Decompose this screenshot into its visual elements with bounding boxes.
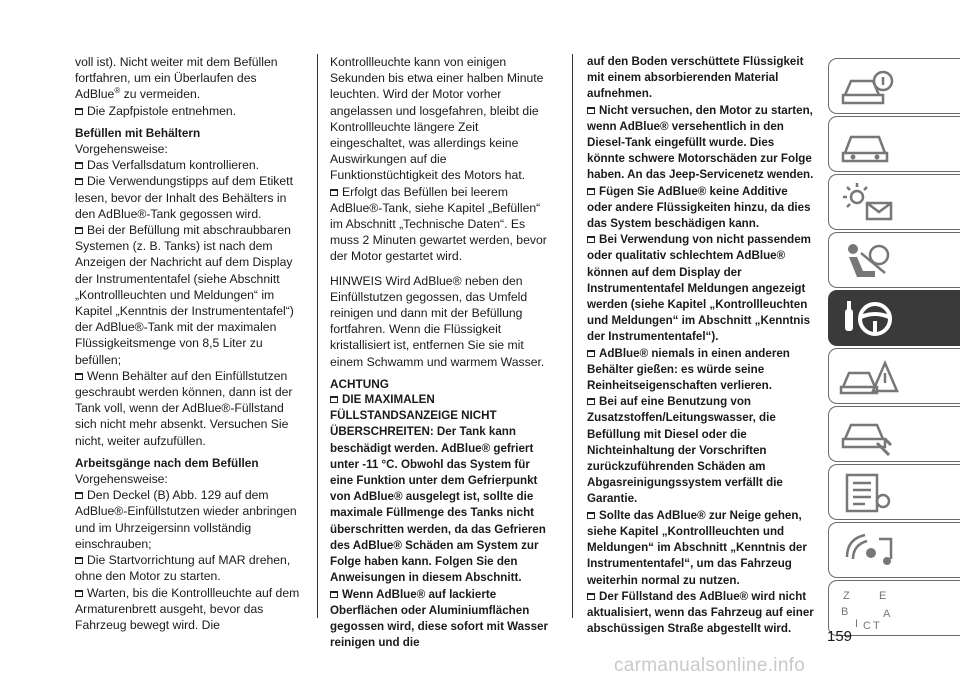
svg-text:C: C [863, 620, 871, 631]
warning-item: Wenn AdBlue® auf lackierte Oberflächen oder Aluminiumflächen gegossen wird, diese sofort mit Wasser reinigen und die [330, 587, 554, 652]
bullet-item: Den Deckel (B) Abb. 129 auf dem AdBlue®-Einfüllstutzen wieder anbringen und im Uhrzeigersinn vollständig einschrauben; [75, 487, 303, 552]
bullet-item: Die Verwendungstipps auf dem Etikett lesen, bevor der Inhalt des Behälters in den AdBlue®-Tank gegossen wird. [75, 173, 303, 222]
bullet-item: Wenn Behälter auf den Einfüllstutzen geschraubt werden können, dann ist der Tank voll, wenn der AdBlue®-Füllstand sich nicht mehr absenkt. Versuchen Sie nicht, weiter aufzufüllen. [75, 368, 303, 449]
bullet-item: Die Zapfpistole entnehmen. [75, 103, 303, 119]
column-divider [572, 54, 573, 618]
technical-data-icon [839, 471, 899, 515]
warning-item: DIE MAXIMALEN FÜLLSTANDSANZEIGE NICHT ÜBERSCHREITEN: Der Tank kann beschädigt werden. AdBlue® gefriert unter -11 °C. Obwohl das System für eine Funktion unter dem Gefrierpunkt von AdBlue® ausgelegt ist, sollte die maximale Füllmenge des Tanks nicht überschritten werden, da das Gefrieren des AdBlue® Schäden am System zur Folge haben kann. Folgen Sie den Anweisungen in diesem Abschnitt. [330, 392, 554, 586]
tab-emergency-triangle[interactable] [828, 348, 960, 404]
column-divider [317, 54, 318, 618]
warning-item: Fügen Sie AdBlue® keine Additive oder andere Flüssigkeiten hinzu, da dies das System beschädigen kann. [587, 184, 815, 233]
text-column-3 [587, 54, 815, 637]
warning-item: AdBlue® niemals in einen anderen Behälter gießen: es würde seine Reinheitseigenschaften verlieren. [587, 346, 815, 395]
bullet-item: Erfolgt das Befüllen bei leerem AdBlue®-Tank, siehe Kapitel „Befüllen“ im Abschnitt „Technische Daten“. Es muss 2 Minuten gewartet werden, bevor der Motor gestartet wird. [330, 184, 554, 265]
paragraph: voll ist). Nicht weiter mit dem Befüllen fortfahren, um ein Überlaufen des AdBlue® zu vermeiden. [75, 55, 278, 102]
paragraph: Kontrollleuchte kann von einigen Sekunden bis etwa einer halben Minute leuchten. Wird der Motor vorher angelassen und losgefahren, bleibt die Kontrollleuchte längere Zeit eingeschaltet, was allerdings keine Auswirkungen auf die Funktionstüchtigkeit des Motors hat. [330, 55, 544, 183]
car-dashboard-icon [839, 123, 899, 167]
warning-heading: ACHTUNG [330, 376, 389, 391]
text-column-2 [330, 54, 554, 651]
multimedia-icon [839, 529, 899, 573]
warning-continuation: auf den Boden verschüttete Flüssigkeit mit einem absorbierenden Material aufnehmen. [587, 55, 804, 101]
section-heading: Befüllen mit Behältern [75, 125, 201, 140]
tab-technical-data[interactable] [828, 464, 960, 520]
svg-text:B: B [841, 606, 849, 618]
page-number: 159 [827, 628, 853, 645]
svg-text:T: T [873, 620, 880, 631]
bullet-item: Das Verfallsdatum kontrollieren. [75, 157, 303, 173]
svg-text:A: A [883, 608, 891, 620]
warning-item: Nicht versuchen, den Motor zu starten, wenn AdBlue® versehentlich in den Diesel-Tank eingefüllt wurde. Dies könnte schwere Motorschäden zur Folge haben. An das Jeep-Servicenetz wenden. [587, 103, 815, 184]
paragraph: Vorgehensweise: [75, 472, 168, 487]
warning-item: Bei auf eine Benutzung von Zusatzstoffen/Leitungswasser, die Befüllung mit Diesel oder die Nichteinhaltung der Vorschriften zurückzuführenden Schäden am Abgasreinigungssystem verfällt die Garantie. [587, 394, 815, 507]
bullet-item: Warten, bis die Kontrollleuchte auf dem Armaturenbrett ausgeht, bevor das Fahrzeug bewegt wird. Die [75, 585, 303, 634]
section-heading: Arbeitsgänge nach dem Befüllen [75, 455, 259, 470]
seat-airbag-icon [839, 239, 899, 283]
tab-steering-key-active[interactable] [828, 290, 960, 346]
tab-warning-lights[interactable] [828, 174, 960, 230]
tab-multimedia[interactable] [828, 522, 960, 578]
warning-item: Sollte das AdBlue® zur Neige gehen, siehe Kapitel „Kontrollleuchten und Meldungen“ im Abschnitt „Kenntnis der Instrumententafel“, um das Fahrzeug weiterhin normal zu nutzen. [587, 508, 815, 589]
warning-lights-icon [839, 181, 899, 225]
bullet-item: Bei der Befüllung mit abschraubbaren Systemen (z. B. Tanks) ist nach dem Anzeigen der Nachricht auf dem Display der Instrumententafel (siehe Abschnitt „Kontrollleuchten und Meldungen“ im Kapitel „Kenntnis der Instrumententafel“) der AdBlue®-Tank mit der maximalen Flüssigkeitsmenge von 8,5 Liter zu befüllen; [75, 222, 303, 368]
warning-item: Der Füllstand des AdBlue® wird nicht aktualisiert, wenn das Fahrzeug auf einer abschüssigen Straße abgestellt wird. [587, 589, 815, 638]
emergency-triangle-icon [839, 355, 899, 399]
tab-maintenance-car[interactable] [828, 406, 960, 462]
text-column-1 [75, 54, 303, 633]
steering-key-icon [839, 297, 899, 341]
svg-text:E: E [879, 590, 887, 602]
svg-text:I: I [855, 618, 859, 630]
paragraph: Vorgehensweise: [75, 142, 168, 157]
index-letters-icon [839, 587, 899, 631]
watermark-text: carmanualsonline.info [614, 655, 806, 676]
car-info-icon [839, 65, 899, 109]
tab-car-dashboard[interactable] [828, 116, 960, 172]
note-paragraph: HINWEIS Wird AdBlue® neben den Einfüllstutzen gegossen, das Umfeld reinigen und dann mit der Befüllung fortfahren. Wenn die Flüssigkeit kristallisiert ist, entfernen Sie sie mit einem Schwamm und warmem Wasser. [330, 273, 545, 369]
warning-item: Bei Verwendung von nicht passendem oder qualitativ schlechtem AdBlue® können auf dem Display der Instrumententafel Meldungen angezeigt werden (siehe Kapitel „Kontrollleuchten und Meldungen“ im Abschnitt „Kenntnis der Instrumententafel“). [587, 232, 815, 345]
tab-seat-airbag[interactable] [828, 232, 960, 288]
svg-text:Z: Z [843, 590, 850, 602]
maintenance-car-icon [839, 413, 899, 457]
tab-car-info[interactable] [828, 58, 960, 114]
bullet-item: Die Startvorrichtung auf MAR drehen, ohne den Motor zu starten. [75, 552, 303, 584]
